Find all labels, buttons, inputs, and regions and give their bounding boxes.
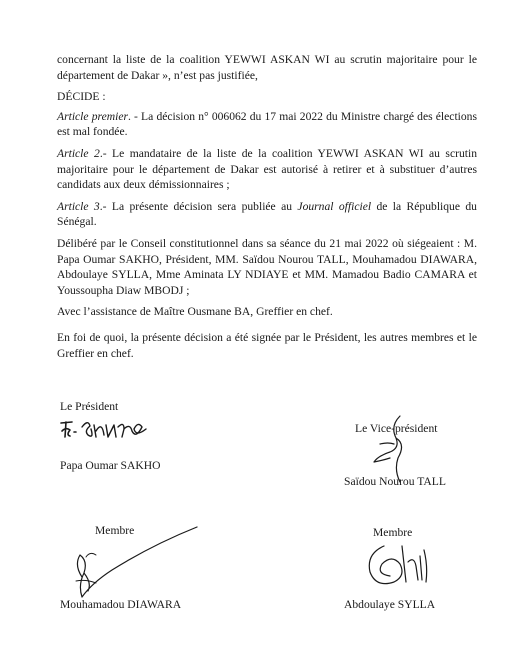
- article-1-text: . - La décision n° 006062 du 17 mai 2022 du Ministre chargé des élections est mal fondée.: [57, 109, 477, 139]
- article-2-text: .- Le mandataire de la liste de la coalition YEWWI ASKAN WI au scrutin majoritaire pour le département de Dakar est autorisé à retirer et à substituer d’autres candidats aux deux démissionnaires ;: [57, 146, 477, 192]
- president-name: Papa Oumar SAKHO: [60, 459, 161, 472]
- member-1-name: Mouhamadou DIAWARA: [60, 598, 182, 611]
- vice-president-name: Saïdou Nourou TALL: [344, 475, 446, 488]
- article-3-text-a: .- La présente décision sera publiée au: [99, 199, 298, 213]
- president-title: Le Président: [60, 400, 119, 413]
- article-2: [57, 146, 477, 193]
- vice-president-signature: [360, 414, 420, 484]
- article-1-label: Article premier: [57, 109, 128, 123]
- journal-officiel: Journal officiel: [297, 199, 372, 213]
- member-2-signature: [362, 536, 442, 596]
- member-2-name: Abdoulaye SYLLA: [344, 598, 436, 611]
- vice-president-title: Le Vice-président: [355, 422, 438, 435]
- article-3: [57, 199, 477, 230]
- decide-heading: DÉCIDE :: [57, 90, 106, 104]
- assistance-paragraph: Avec l’assistance de Maître Ousmane BA, Greffier en chef.: [57, 305, 333, 319]
- article-2-label: Article 2: [57, 146, 100, 160]
- member-2-title: Membre: [373, 526, 413, 539]
- article-3-text-b: de la République du Sénégal.: [57, 199, 477, 229]
- member-1-title: Membre: [95, 524, 135, 537]
- member-1-signature: [62, 525, 202, 605]
- president-signature: [58, 417, 168, 443]
- article-3-label: Article 3: [57, 199, 100, 213]
- document-body: [57, 52, 477, 367]
- paragraph-intro: concernant la liste de la coalition YEWWI ASKAN WI au scrutin majoritaire pour le département de Dakar », n’est pas justifiée,: [57, 53, 477, 82]
- deliberation-paragraph: Délibéré par le Conseil constitutionnel dans sa séance du 21 mai 2022 où siégeaient : M. Papa Oumar SAKHO, Président, MM. Saïdou Nourou TALL, Mouhamadou DIAWARA, Abdoulaye SYLLA, Mme Aminata LY NDIAYE et MM. Mamadou Badio CAMARA et Youssoupha Diaw MBODJ ;: [57, 236, 477, 297]
- closing-paragraph: En foi de quoi, la présente décision a été signée par le Président, les autres membres et le Greffier en chef.: [57, 330, 477, 360]
- article-1: [57, 109, 477, 140]
